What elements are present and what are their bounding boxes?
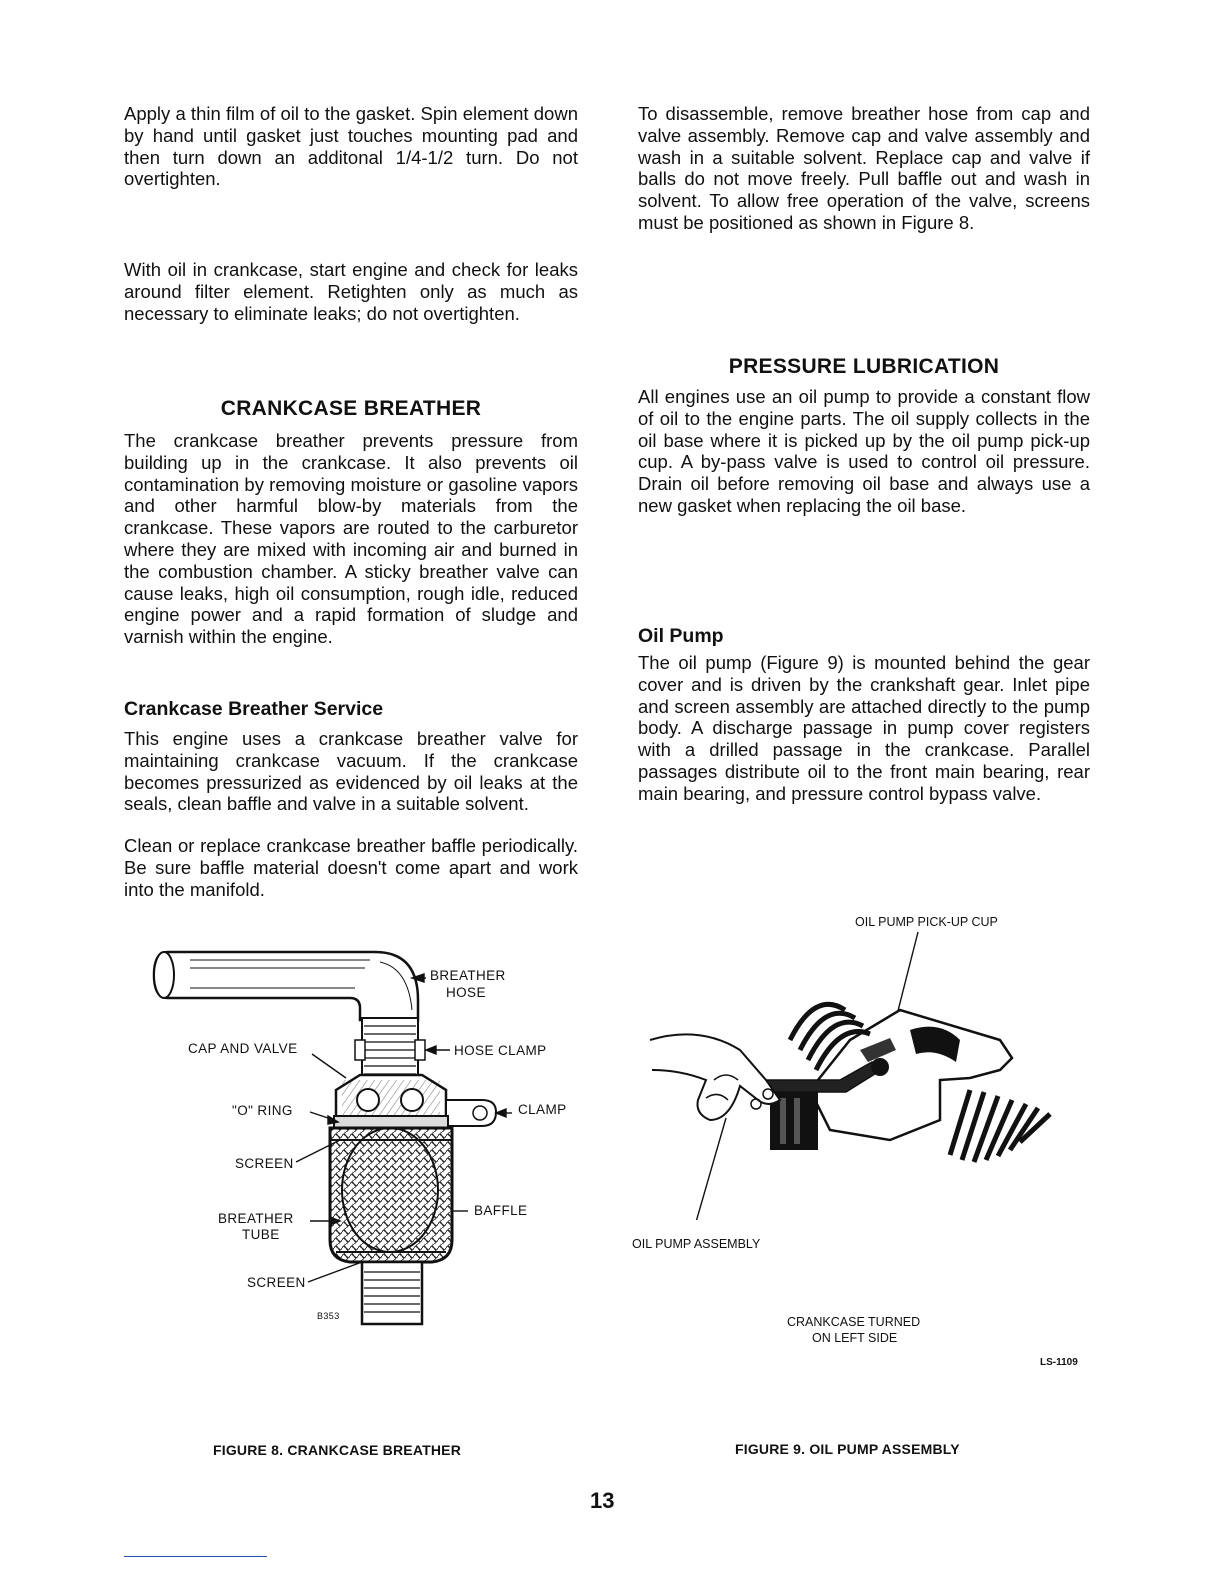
label-baffle: BAFFLE [474,1203,528,1218]
breather-service-paragraph: This engine uses a crankcase breather valve for maintaining crankcase vacuum. If the crankcase becomes pressurized as evidenced by oil leaks at the seals, clean baffle and valve in a suitable solvent. [124,728,578,815]
baffle-paragraph: Clean or replace crankcase breather baffle periodically. Be sure baffle material doesn't come apart and work into the manifold. [124,835,578,900]
label-breather-hose-1: BREATHER [430,968,506,983]
label-crankcase-turned-1: CRANKCASE TURNED [787,1315,921,1329]
label-screen-top: SCREEN [235,1156,294,1171]
page-number: 13 [590,1488,615,1513]
figure9-caption: FIGURE 9. OIL PUMP ASSEMBLY [735,1441,960,1457]
breather-paragraph: The crankcase breather prevents pressure from building up in the crankcase. It also prevents oil contamination by removing moisture or gasoline vapors and other harmful blow-by materials from the crankcase. These vapors are routed to the carburetor where they are mixed with incoming air and burned in the combustion chamber. A sticky breather valve can cause leaks, high oil consumption, rough idle, reduced engine power and a rapid formation of sludge and varnish within the engine. [124,430,578,648]
breather-service-heading: Crankcase Breather Service [124,698,384,720]
label-cap-and-valve: CAP AND VALVE [188,1041,298,1056]
footer-rule [124,1556,267,1557]
oil-pump-illustration [640,930,1080,1220]
figure8-caption: FIGURE 8. CRANKCASE BREATHER [213,1442,462,1458]
label-pickup-cup: OIL PUMP PICK-UP CUP [855,915,998,929]
label-crankcase-turned-2: ON LEFT SIDE [812,1331,898,1345]
oil-pump-heading: Oil Pump [638,625,724,647]
label-breather-hose-2: HOSE [446,985,486,1000]
leak-check-paragraph: With oil in crankcase, start engine and check for leaks around filter element. Retighten only as much as necessary to eliminate leaks; do not overtighten. [124,259,578,324]
crankcase-breather-heading: CRANKCASE BREATHER [220,397,482,420]
label-o-ring: "O" RING [232,1103,293,1118]
label-hose-clamp: HOSE CLAMP [454,1043,547,1058]
crankcase-breather-illustration [150,940,580,1340]
label-pump-assembly: OIL PUMP ASSEMBLY [632,1237,761,1251]
label-breather-tube-1: BREATHER [218,1211,294,1226]
disassemble-paragraph: To disassemble, remove breather hose from cap and valve assembly. Remove cap and valve assembly and wash in a suitable solvent. Replace cap and valve if balls do not move freely. Pull baffle out and wash in solvent. To allow free operation of the valve, screens must be positioned as shown in Figure 8. [638,103,1090,233]
label-clamp: CLAMP [518,1102,567,1117]
breather-body-shape [330,1128,452,1262]
label-screen-bottom: SCREEN [247,1275,306,1290]
breather-hose-shape [154,952,418,1020]
pressure-paragraph: All engines use an oil pump to provide a constant flow of oil to the engine parts. The oil supply collects in the oil base where it is picked up by the oil pump pick-up cup. A by-pass valve is used to control oil pressure. Drain oil before removing oil base and always use a new gasket when replacing the oil base. [638,386,1090,516]
crankcase-outline [810,1010,1012,1140]
breather-tube-shape [362,1262,422,1324]
oil-pump-paragraph: The oil pump (Figure 9) is mounted behind the gear cover and is driven by the crankshaft gear. Inlet pipe and screen assembly are attached directly to the pump body. A discharge passage in pump cover registers with a drilled passage in the crankcase. Parallel passages distribute oil to the front main bearing, rear main bearing, and pressure control bypass valve. [638,652,1090,804]
pressure-lubrication-heading: PRESSURE LUBRICATION [728,355,1000,378]
gasket-paragraph: Apply a thin film of oil to the gasket. Spin element down by hand until gasket just touches mounting pad and then turn down an additonal 1/4-1/2 turn. Do not overtighten. [124,103,578,190]
clamp-ear-shape [446,1100,496,1126]
figure8-code: B353 [317,1311,340,1321]
label-breather-tube-2: TUBE [242,1227,280,1242]
figure9-code: LS-1109 [1040,1357,1078,1368]
